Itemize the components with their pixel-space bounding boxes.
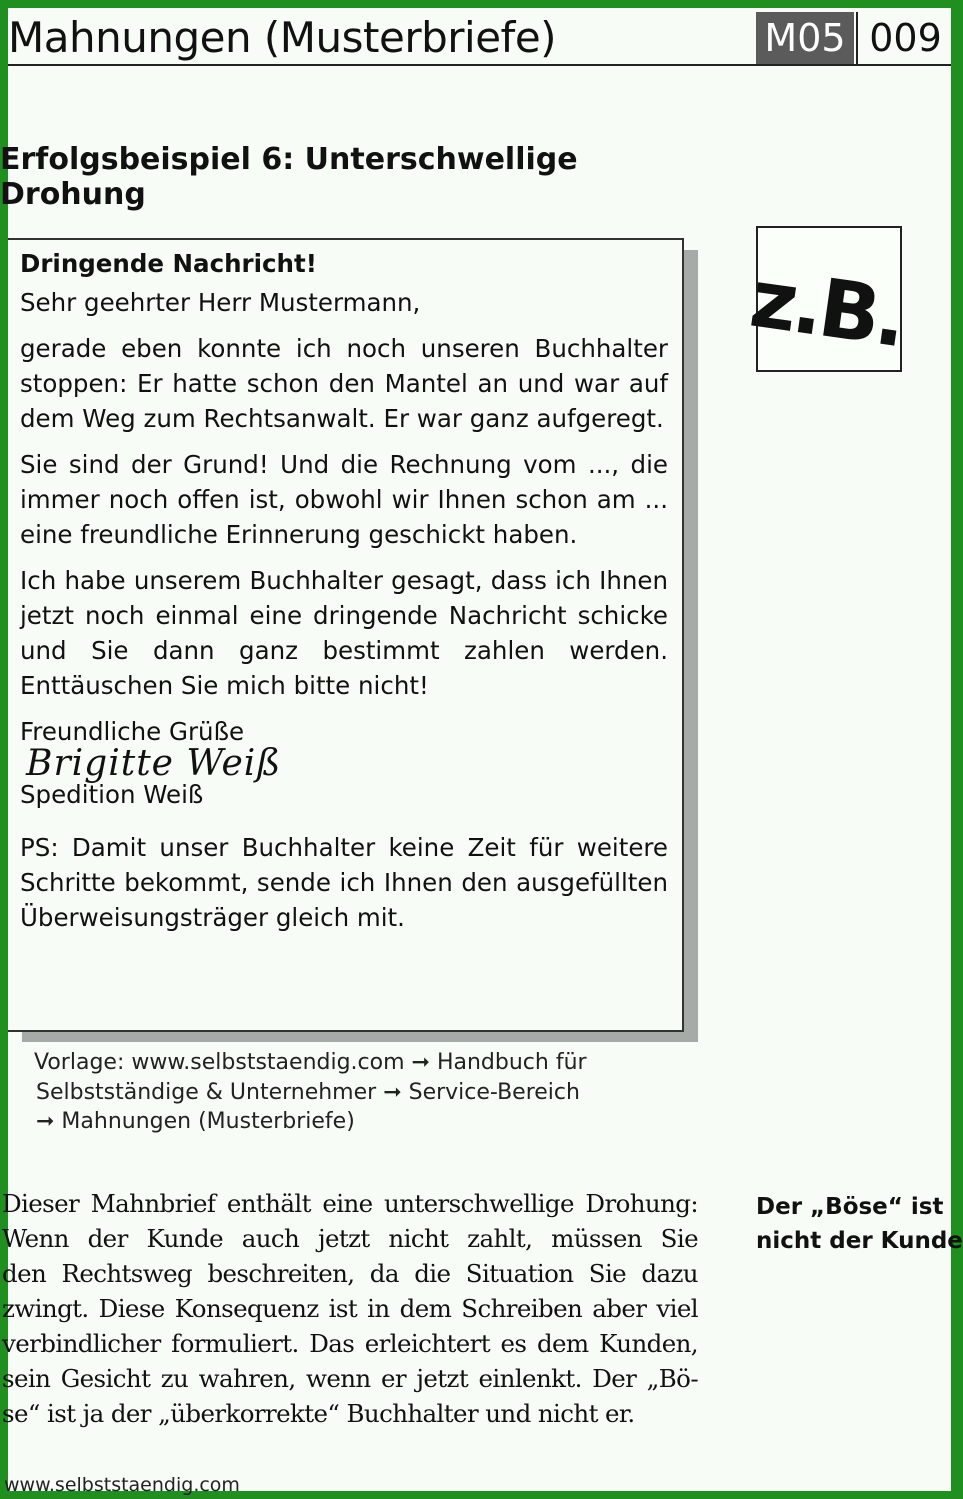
source-line-3: ➞ Mahnungen (Musterbriefe) (36, 1109, 355, 1134)
page-number: 009 (856, 12, 953, 64)
chapter-code-badge: M05 (756, 12, 854, 64)
zb-logo-icon (744, 228, 909, 370)
source-line-2: Selbstständige & Unternehmer ➞ Service-Bereich (36, 1080, 580, 1105)
letter-closing: Freundliche Grüße (20, 717, 245, 746)
margin-note-line: Der „Böse“ ist (756, 1194, 944, 1220)
letter-salutation: Sehr geehrter Herr Mustermann, (20, 288, 421, 317)
template-source-note (2, 1048, 662, 1136)
margin-note (756, 1190, 963, 1258)
letter-headline: Dringende Nachricht! (20, 249, 317, 278)
example-badge-icon (744, 226, 909, 372)
letter-paragraph-3: Ich habe unserem Buchhalter gesagt, dass ich Ihnen jetzt noch einmal eine dringende Nachricht schicke und Sie dann ganz bestimmt zahlen werden. Enttäuschen Sie mich bitte nicht! (20, 566, 668, 700)
body-line: den Rechtsweg beschreiten, da die Situation Sie dazu (2, 1259, 698, 1288)
explanation-paragraph (2, 1186, 698, 1431)
svg-text:z.B.: z.B. (744, 251, 909, 365)
body-line: Wenn der Kunde auch jetzt nicht zahlt, müssen Sie (2, 1224, 698, 1253)
footer-url: www.selbststaendig.com (4, 1474, 240, 1496)
source-line-1: Vorlage: www.selbststaendig.com ➞ Handbuch für (34, 1050, 587, 1075)
letter-company: Spedition Weiß (20, 780, 204, 809)
body-line: se“ ist ja der „überkorrekte“ Buchhalter und nicht er. (2, 1399, 635, 1428)
page-title: Mahnungen (Musterbriefe) (8, 13, 557, 62)
document-page (0, 8, 963, 1496)
body-line: verbindlicher formuliert. Das erleichtert es dem Kunden, (2, 1329, 698, 1358)
header-divider (8, 64, 951, 66)
letter-paragraph-2: Sie sind der Grund! Und die Rechnung vom ..., die immer noch offen ist, obwohl wir Ihnen schon am ... eine freundliche Erinnerung geschickt haben. (20, 450, 668, 549)
body-line: sein Gesicht zu wahren, wenn er jetzt einlenkt. Der „Bö- (2, 1364, 698, 1393)
sample-letter-box (8, 238, 684, 1032)
body-line: zwingt. Diese Konsequenz ist in dem Schreiben aber viel (2, 1294, 698, 1323)
document-icon (2, 1049, 20, 1078)
handwritten-signature: Brigitte Weiß (26, 743, 282, 784)
body-line: Dieser Mahnbrief enthält eine unterschwellige Drohung: (2, 1189, 698, 1218)
letter-paragraph-1: gerade eben konnte ich noch unseren Buchhalter stoppen: Er hatte schon den Mantel an und war auf dem Weg zum Rechtsanwalt. Er war ganz aufgeregt. (20, 334, 668, 433)
margin-note-line: nicht der Kunde (756, 1228, 963, 1254)
letter-postscript: PS: Damit unser Buchhalter keine Zeit für weitere Schritte bekommt, sende ich Ihnen den ausgefüllten Überweisungsträger gleich mit. (20, 833, 668, 932)
section-heading: Erfolgsbeispiel 6: Unterschwellige Drohung (0, 142, 578, 212)
